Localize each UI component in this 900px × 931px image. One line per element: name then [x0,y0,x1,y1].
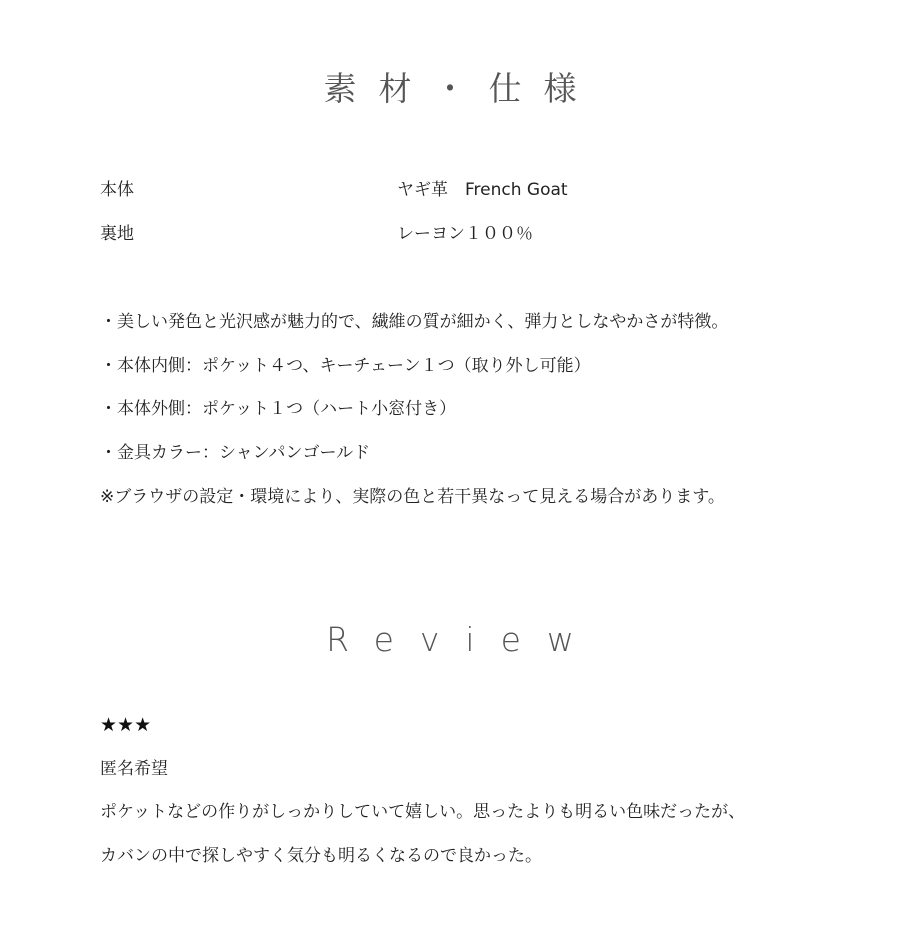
star-rating: ★★★ [100,714,152,736]
feature-note: ・金具カラー：シャンパンゴールド [100,443,371,463]
spec-row-lining [100,222,800,246]
spec-value: レーヨン１００％ [397,224,533,244]
spec-label: 裏地 [100,224,134,244]
review-author: 匿名希望 [100,759,168,779]
feature-note: ・美しい発色と光沢感が魅力的で、繊維の質が細かく、弾力としなやかさが特徴。 [100,312,729,332]
feature-note: ・本体外側：ポケット１つ（ハート小窓付き） [100,399,457,419]
spec-label: 本体 [100,180,134,200]
spec-row-body [100,178,800,202]
review-body-line: カバンの中で探しやすく気分も明るくなるので良かった。 [100,846,542,866]
materials-section-title: 素材・仕様 [323,69,599,108]
review-section-title: Review [326,620,600,659]
review-body-line: ポケットなどの作りがしっかりしていて嬉しい。思ったよりも明るい色味だったが、 [100,802,746,822]
spec-value: ヤギ革 French Goat [397,180,568,200]
color-disclaimer: ※ブラウザの設定・環境により、実際の色と若干異なって見える場合があります。 [100,487,725,507]
feature-note: ・本体内側：ポケット４つ、キーチェーン１つ（取り外し可能） [100,356,591,376]
